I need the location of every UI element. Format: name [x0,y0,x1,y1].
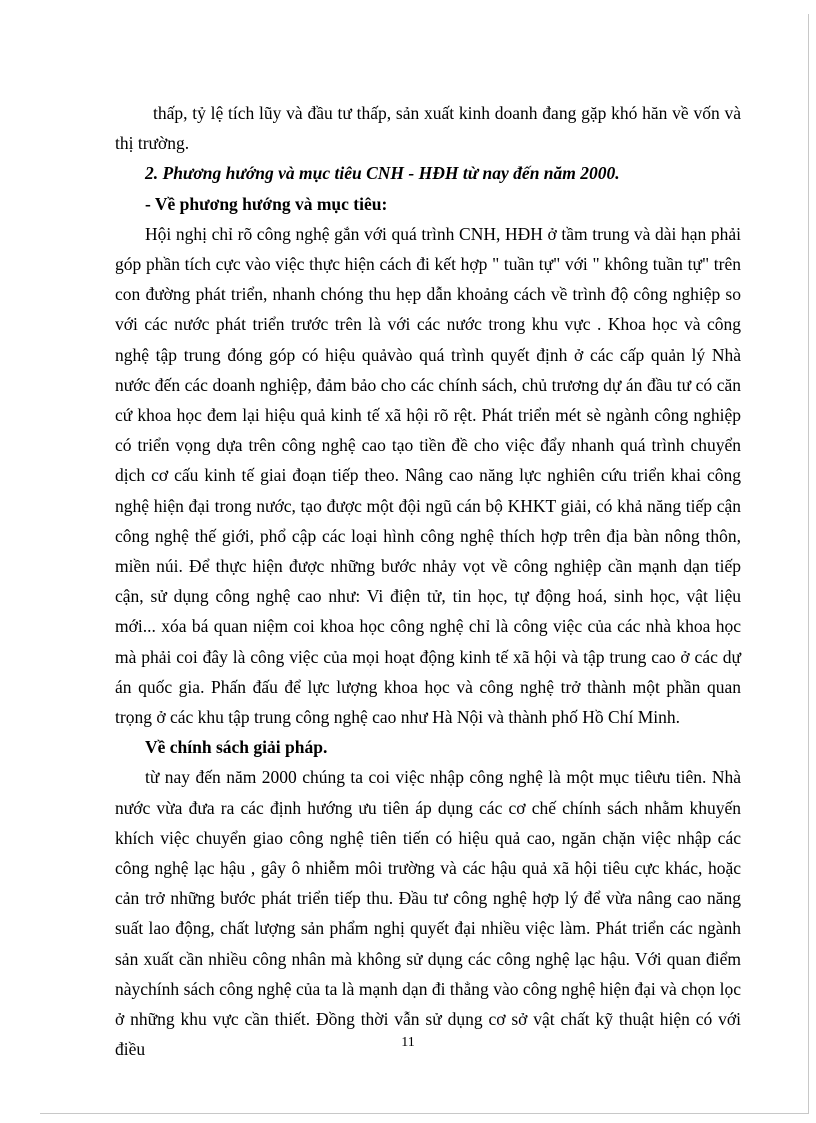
subheading-direction-goals: - Về phương hướng và mục tiêu: [145,193,388,214]
paragraph-direction-goals: Hội nghị chỉ rõ công nghệ gắn với quá trình CNH, HĐH ở tầm trung và dài hạn phải góp phần tích cực vào việc thực hiện cách đi kết hợp " tuần tự" với " không tuần tự" trên con đường phát triển, nhanh chóng thu hẹp dẫn khoảng cách về trình độ công nghiệp so với các nước phát triển trước trên là với các nước trong khu vực . Khoa học và công nghệ tập trung đóng góp có hiệu quảvào quá trình quyết định ở các cấp quản lý Nhà nước đến các doanh nghiệp, đảm bảo cho các chính sách, chủ trương dự án đầu tư có căn cứ khoa học đem lại hiệu quả kinh tế xã hội rõ rệt. Phát triển mét sè ngành công nghiệp có triển vọng dựa trên công nghệ cao tạo tiền đề cho việc đẩy nhanh quá trình chuyển dịch cơ cấu kinh tế giai đoạn tiếp theo. Nâng cao năng lực nghiên cứu triển khai công nghệ hiện đại trong nước, tạo được một đội ngũ cán bộ KHKT giải, có khả năng tiếp cận công nghệ thế giới, phổ cập các loại hình công nghệ thích hợp trên địa bàn nông thôn, miền núi. Để thực hiện được những bước nhảy vọt về công nghiệp cần mạnh dạn tiếp cận, sử dụng công nghệ cao như: Vi điện tử, tin học, tự động hoá, sinh học, vật liệu mới... xóa bá quan niệm coi khoa học công nghệ chỉ là công việc của các nhà khoa học mà phải coi đây là công việc của mọi hoạt động kinh tế xã hội và tập trung cao ở các dự án quốc gia. Phấn đấu để lực lượng khoa học và công nghệ trở thành một phần quan trọng ở các khu tập trung công nghệ cao như Hà Nội và thành phố Hồ Chí Minh. [115,223,741,728]
page-number: 11 [401,1035,415,1050]
paragraph-policy-solutions: từ nay đến năm 2000 chúng ta coi việc nhập công nghệ là một mục tiêưu tiên. Nhà nước vừa đưa ra các định hướng ưu tiên áp dụng các cơ chế chính sách nhằm khuyến khích việc chuyển giao công nghệ tiên tiến có hiệu quả cao, ngăn chặn việc nhập các công nghệ lạc hậu , gây ô nhiễm môi trường và các hậu quả xã hội tiêu cực khác, hoặc cản trở những bước phát triển tiếp thu. Đầu tư công nghệ hợp lý để vừa nâng cao năng suất lao động, chất lượng sản phẩm nghị quyết đại nhiều việc làm. Phát triển các ngành sản xuất cần nhiều công nhân mà không sử dụng các công nghệ lạc hậu. Với quan điểm nàychính sách công nghệ của ta là mạnh dạn đi thẳng vào công nghệ hiện đại và chọn lọc ở những khu vực cần thiết. Đồng thời vẫn sử dụng cơ sở vật chất kỹ thuật hiện có với điều [115,767,741,1060]
page-border-bottom [40,1113,809,1114]
document-body [115,98,741,1065]
section-heading: 2. Phương hướng và mục tiêu CNH - HĐH từ nay đến năm 2000. [145,163,620,184]
paragraph-continued: thấp, tỷ lệ tích lũy và đầu tư thấp, sản xuất kinh doanh đang gặp khó hăn về vốn và thị trường. [115,103,741,154]
page-border-right [808,14,809,1114]
subheading-policy-solutions: Về chính sách giải pháp. [145,737,328,758]
